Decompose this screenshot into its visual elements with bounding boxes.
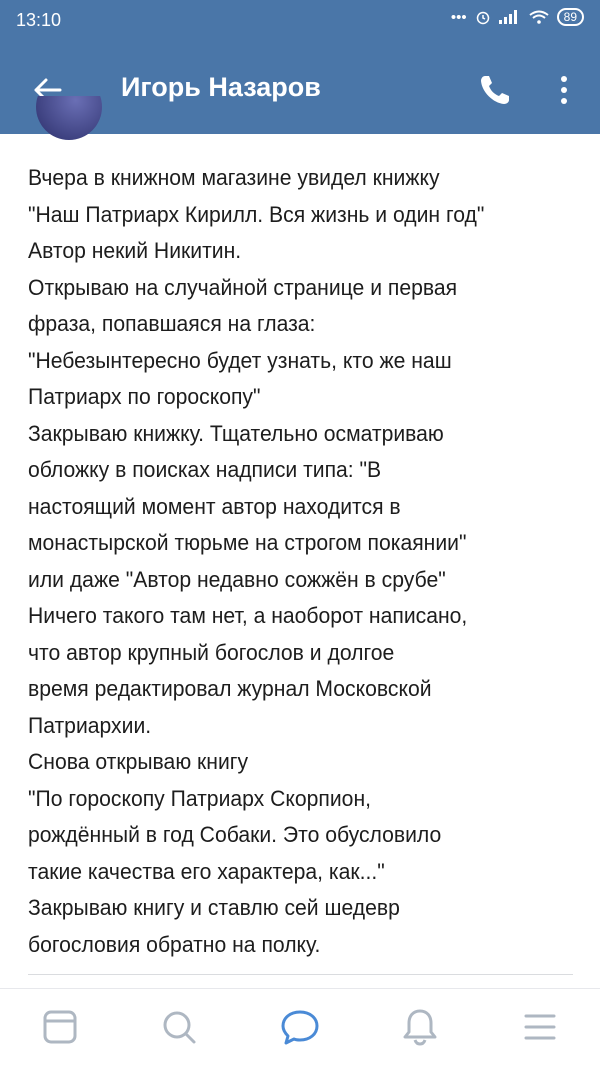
- wifi-icon: [529, 10, 549, 24]
- dots-icon: •••: [450, 8, 467, 26]
- tab-menu[interactable]: [518, 1005, 562, 1049]
- post-line: монастырской тюрьме на строгом покаянии": [28, 530, 467, 555]
- post-line: "По гороскопу Патриарх Скорпион,: [28, 785, 371, 811]
- post-line: Закрываю книгу и ставлю сей шедевр: [28, 895, 400, 920]
- call-button[interactable]: [473, 68, 517, 112]
- post-line: богословия обратно на полку.: [28, 931, 321, 957]
- status-icons: [451, 8, 584, 26]
- menu-icon: [518, 1005, 562, 1049]
- divider: [28, 974, 573, 975]
- tab-news[interactable]: [38, 1005, 82, 1049]
- tab-messages[interactable]: [278, 1005, 322, 1049]
- post-line: Закрываю книжку. Тщательно осматриваю: [28, 420, 444, 446]
- status-time: 13:10: [16, 10, 62, 30]
- post-line: такие качества его характера, как...": [28, 858, 385, 884]
- phone-icon: [473, 68, 517, 112]
- post-line: время редактировал журнал Московской: [28, 676, 432, 701]
- post-line: или даже "Автор недавно сожжён в срубе": [28, 566, 446, 592]
- post-line: Открываю на случайной странице и первая: [28, 274, 458, 300]
- post-line: Ничего такого там нет, а наоборот написано,: [28, 603, 468, 628]
- kebab-menu-icon: [548, 68, 580, 112]
- post-line: Вчера в книжном магазине увидел книжку: [28, 165, 440, 190]
- post-line: Патриарх по гороскопу": [28, 384, 261, 409]
- conversation-title: Игорь Назаров: [121, 72, 321, 102]
- bell-icon: [398, 1005, 442, 1049]
- tab-search[interactable]: [157, 1005, 201, 1049]
- post-line: рождённый в год Собаки. Это обусловило: [28, 822, 442, 847]
- alarm-icon: [475, 9, 491, 25]
- messages-icon: [278, 1005, 322, 1049]
- signal-icon: [499, 10, 521, 24]
- status-bar: [0, 0, 600, 42]
- search-icon: [157, 1005, 201, 1049]
- post-line: Патриархии.: [28, 712, 152, 738]
- more-options-button[interactable]: [548, 68, 580, 112]
- post-line: фраза, попавшаяся на глаза:: [28, 311, 316, 336]
- avatar[interactable]: [36, 96, 102, 140]
- post-text: [28, 160, 554, 963]
- news-feed-icon: [38, 1005, 82, 1049]
- post-line: что автор крупный богослов и долгое: [28, 639, 395, 665]
- bottom-tab-bar: [0, 988, 600, 1069]
- tab-notifications[interactable]: [398, 1005, 442, 1049]
- post-line: "Наш Патриарх Кирилл. Вся жизнь и один год": [28, 201, 485, 227]
- post-line: обложку в поисках надписи типа: "В: [28, 457, 382, 482]
- post-line: "Небезынтересно будет узнать, кто же наш: [28, 347, 452, 373]
- battery-indicator: 89: [557, 8, 584, 26]
- post-line: Автор некий Никитин.: [28, 238, 242, 263]
- post-line: настоящий момент автор находится в: [28, 493, 401, 519]
- post-line: Снова открываю книгу: [28, 749, 249, 774]
